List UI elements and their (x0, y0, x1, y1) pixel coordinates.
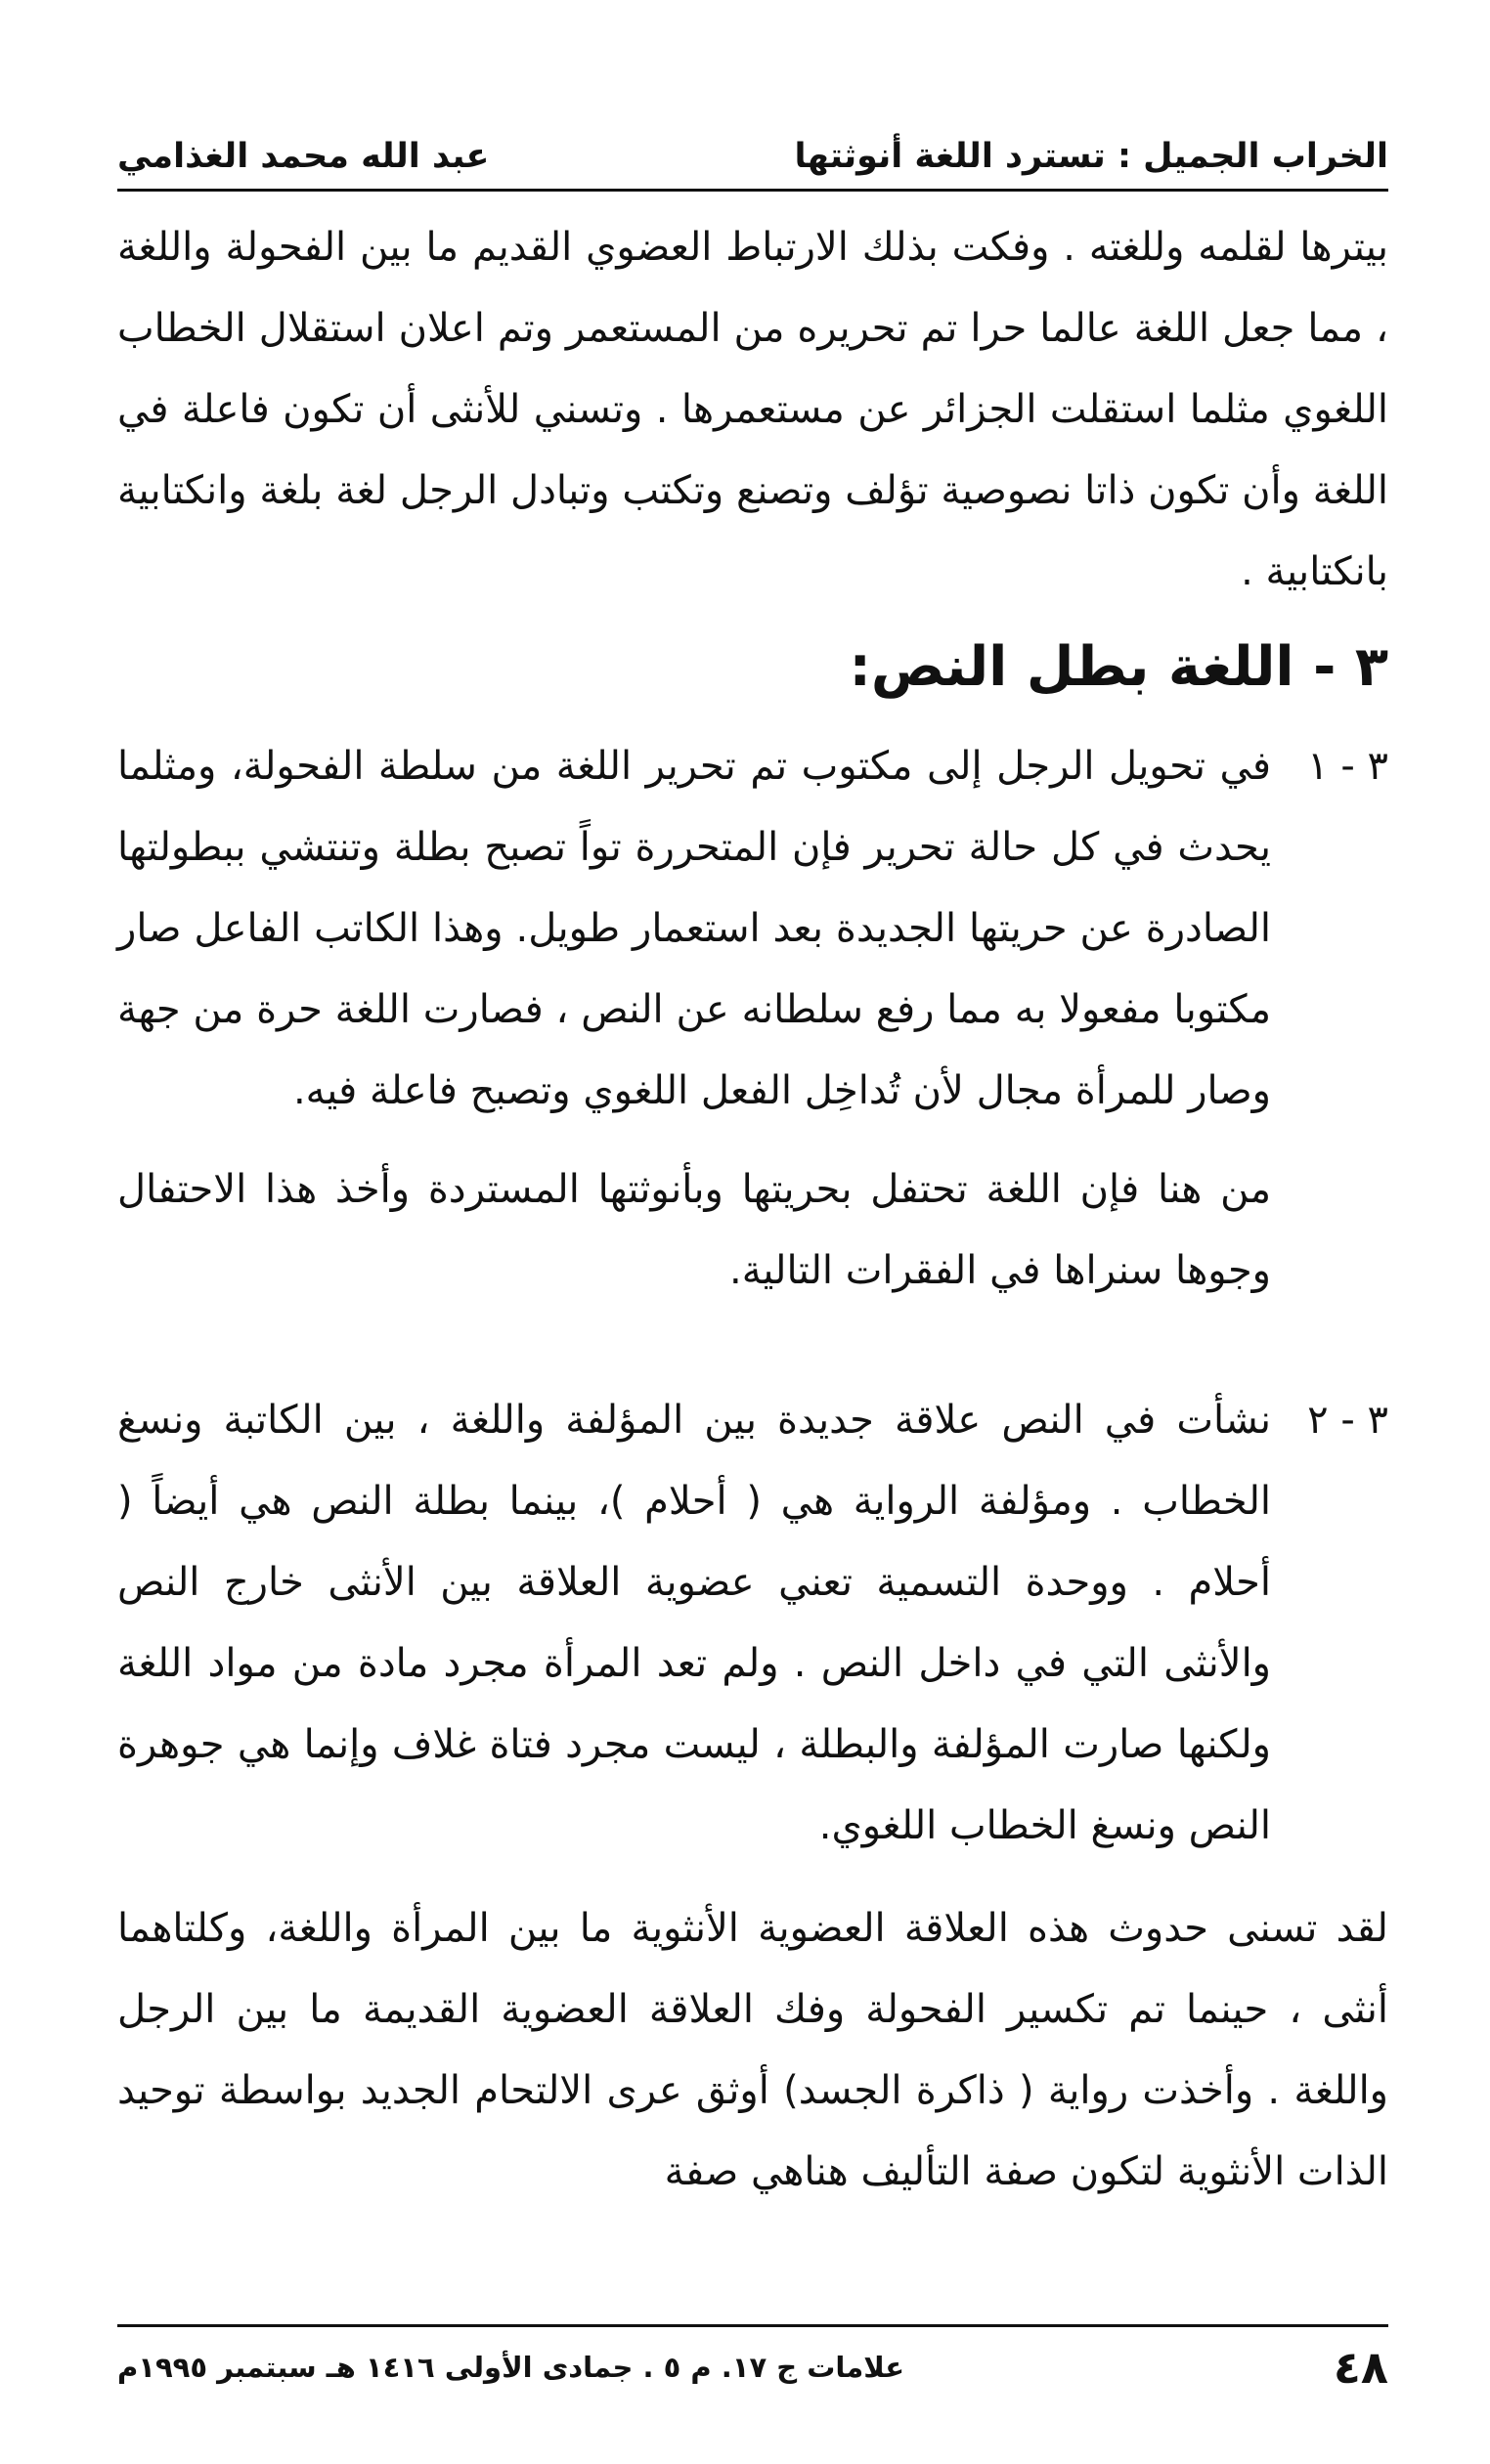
journal-citation: علامات ج ١٧. م ٥ . جمادى الأولى ١٤١٦ هـ سبتمبر ١٩٩٥م (117, 2351, 905, 2384)
header-author: عبد الله محمد الغذامي (117, 137, 490, 176)
item-2-number: ٣ - ٢ (1307, 1398, 1388, 1443)
header-title: الخراب الجميل : تسترد اللغة أنوثتها (794, 137, 1388, 176)
item-1-text: في تحويل الرجل إلى مكتوب تم تحرير اللغة من سلطة الفحولة، ومثلما يحدث في كل حالة تحرير فإن المتحررة تواً تصبح بطلة وتنتشي ببطولتها الصادرة عن حريتها الجديدة بعد استعمار طويل. وهذا الكاتب الفاعل صار مكتوبا مفعولا به مما رفع سلطانه عن النص ، فصارت اللغة حرة من جهة وصار للمرأة مجال لأن تُداخِل الفعل اللغوي وتصبح فاعلة فيه. (117, 744, 1271, 1113)
running-footer (117, 2341, 1388, 2394)
numbered-item-2 (117, 1380, 1388, 1867)
running-header (117, 115, 1388, 174)
section-heading: ٣ - اللغة بطل النص: (849, 635, 1388, 699)
closing-paragraph: لقد تسنى حدوث هذه العلاقة العضوية الأنثوية ما بين المرأة واللغة، وكلتاهما أنثى ، حينما تم تكسير الفحولة وفك العلاقة العضوية القديمة ما بين الرجل واللغة . وأخذت رواية ( ذاكرة الجسد) أوثق عرى الالتحام الجديد بواسطة توحيد الذات الأنثوية لتكون صفة التأليف هناهي صفة (117, 1906, 1388, 2194)
item-1-number: ٣ - ١ (1307, 744, 1388, 789)
item-1-followup-paragraph: من هنا فإن اللغة تحتفل بحريتها وبأنوثتها المستردة وأخذ هذا الاحتفال وجوها سنراها في الفقرات التالية. (117, 1167, 1271, 1293)
body-text (117, 207, 1388, 2213)
document-page (117, 0, 1388, 2464)
numbered-item-1 (117, 726, 1388, 1132)
header-divider (117, 189, 1388, 192)
footer-divider (117, 2324, 1388, 2327)
page-number: ٤٨ (1333, 2341, 1388, 2394)
item-2-text: نشأت في النص علاقة جديدة بين المؤلفة واللغة ، بين الكاتبة ونسغ الخطاب . ومؤلفة الرواية هي ( أحلام )، بينما بطلة النص هي أيضاً ( أحلام . ووحدة التسمية تعني عضوية العلاقة بين الأنثى خارج النص والأنثى التي في داخل النص . ولم تعد المرأة مجرد مادة من مواد اللغة ولكنها صارت المؤلفة والبطلة ، ليست مجرد فتاة غلاف وإنما هي جوهرة النص ونسغ الخطاب اللغوي. (117, 1398, 1271, 1848)
intro-paragraph: بيترها لقلمه وللغته . وفكت بذلك الارتباط العضوي القديم ما بين الفحولة واللغة ، مما جعل اللغة عالما حرا تم تحريره من المستعمر وتم اعلان استقلال الخطاب اللغوي مثلما استقلت الجزائر عن مستعمرها . وتسني للأنثى أن تكون فاعلة في اللغة وأن تكون ذاتا نصوصية تؤلف وتصنع وتكتب وتبادل الرجل لغة بلغة وانكتابية بانكتابية . (117, 225, 1388, 594)
